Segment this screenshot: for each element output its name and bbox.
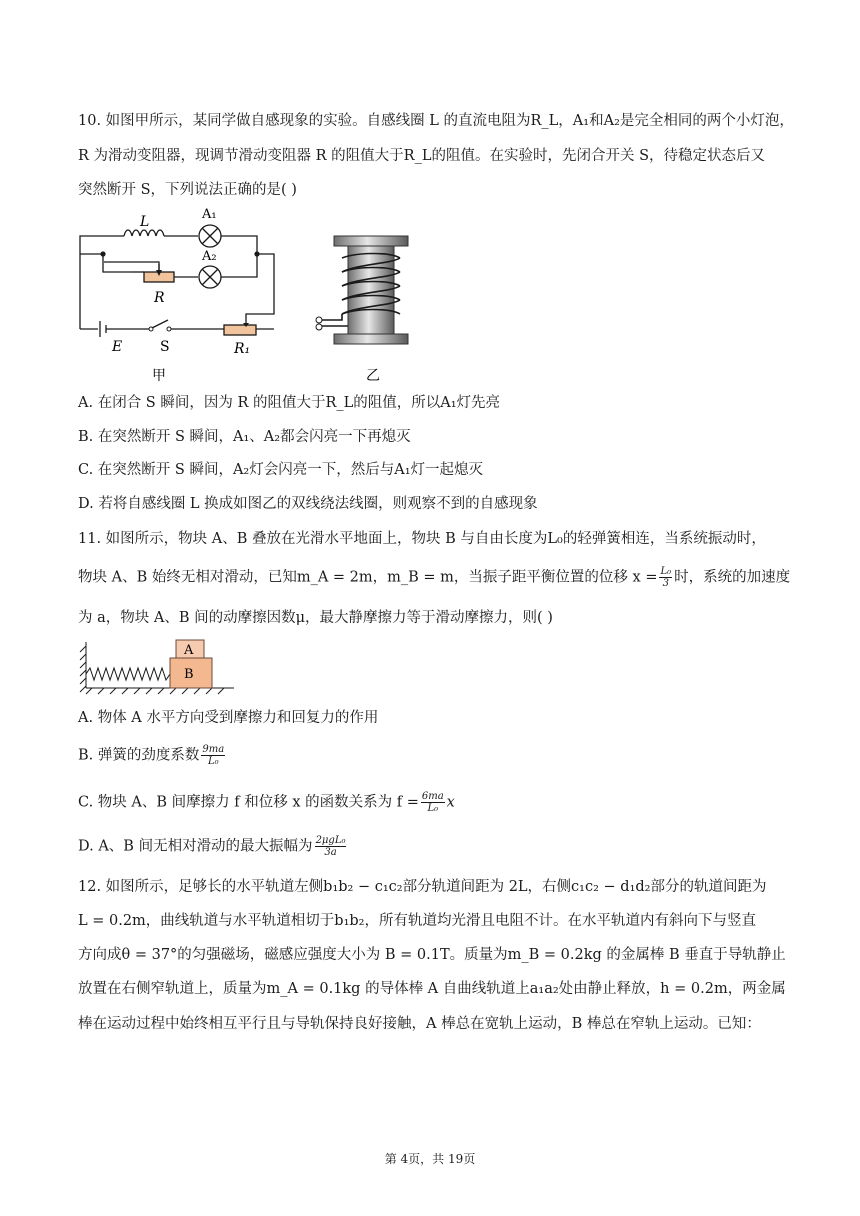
q10-option-b: B. 在突然断开 S 瞬间，A₁、A₂都会闪亮一下再熄灭 — [78, 429, 411, 445]
q11-fraction-l0-over-3: $\frac{\text{L₀}}{3}$ — [660, 566, 672, 589]
q11-option-b-fraction: $\frac{9ma}{\text{L₀}}$ — [202, 744, 225, 767]
q10-option-c: C. 在突然断开 S 瞬间，A₂灯会闪亮一下，然后与A₁灯一起熄灭 — [78, 462, 484, 478]
q12-stem-line-1: 12. 如图所示，足够长的水平轨道左侧b₁b₂ − c₁c₂部分轨道间距为 2L，右侧c₁c₂ − d₁d₂部分的轨道间距为 — [78, 879, 767, 895]
label-R1: R₁ — [234, 341, 251, 357]
coil-figure-yi — [308, 234, 418, 384]
label-R: R — [154, 290, 165, 306]
q11-option-d-fraction: $\frac{\text{2μgL₀}}{3a}$ — [315, 835, 346, 858]
q11-option-a: A. 物体 A 水平方向受到摩擦力和回复力的作用 — [78, 710, 379, 726]
spring-block-figure — [78, 638, 238, 696]
q11-stem-line-2-b: 时，系统的加速度 — [674, 569, 791, 586]
q12-stem-line-5: 棒在运动过程中始终相互平行且与导轨保持良好接触，A 棒总在宽轨上运动，B 棒总在窄轨上运动。已知： — [78, 1016, 761, 1032]
q11-stem-line-2-a: 物块 A、B 始终无相对滑动，已知m_A = 2m，m_B = m，当振子距平衡位置的位移 x = — [78, 569, 658, 586]
q10-option-d: D. 若将自感线圈 L 换成如图乙的双线绕法线圈，则观察不到的自感现象 — [78, 496, 538, 512]
block-b-label: B — [184, 667, 194, 682]
q10-option-a: A. 在闭合 S 瞬间，因为 R 的阻值大于R_L的阻值，所以A₁灯先亮 — [78, 395, 501, 411]
q12-stem-line-3: 方向成θ = 37°的匀强磁场，磁感应强度大小为 B = 0.1T。质量为m_B = 0.2kg 的金属棒 B 垂直于导轨静止 — [78, 947, 786, 963]
q11-option-b: B. 弹簧的劲度系数 $\frac{9ma}{\text{L₀}}$ — [78, 744, 225, 767]
caption-yi: 乙 — [366, 368, 380, 384]
q11-option-d: D. A、B 间无相对滑动的最大振幅为 $\frac{\text{2μgL₀}}{3a}$ — [78, 835, 346, 858]
q11-option-c-fraction: $\frac{6ma}{\text{L₀}}$ — [421, 791, 444, 814]
caption-jia: 甲 — [152, 368, 166, 384]
q10-stem-line-1: 10. 如图甲所示，某同学做自感现象的实验。自感线圈 L 的直流电阻为R_L，A₁和A₂是完全相同的两个小灯泡， — [78, 113, 794, 129]
block-a-label: A — [184, 643, 194, 658]
label-A2: A₂ — [202, 249, 217, 264]
q12-stem-line-2: L = 0.2m，曲线轨道与水平轨道相切于b₁b₂，所有轨道均光滑且电阻不计。在水平轨道内有斜向下与竖直 — [78, 913, 756, 929]
page-footer: 第 4页，共 19页 — [384, 1152, 476, 1166]
q11-stem-line-2 — [78, 566, 798, 589]
label-L: L — [140, 214, 150, 230]
q10-stem-line-2: R 为滑动变阻器，现调节滑动变阻器 R 的阻值大于R_L的阻值。在实验时，先闭合开关 S，待稳定状态后又 — [78, 148, 765, 164]
label-A1: A₁ — [202, 207, 217, 222]
circuit-figure-jia — [74, 206, 294, 386]
label-E: E — [112, 339, 123, 355]
label-S: S — [160, 339, 170, 355]
q12-stem-line-4: 放置在右侧窄轨道上，质量为m_A = 0.1kg 的导体棒 A 自曲线轨道上a₁a₂处由静止释放，h = 0.2m，两金属 — [78, 981, 786, 997]
q11-stem-line-1: 11. 如图所示，物块 A、B 叠放在光滑水平地面上，物块 B 与自由长度为L₀的轻弹簧相连，当系统振动时， — [78, 531, 766, 547]
q10-stem-line-3: 突然断开 S，下列说法正确的是( ) — [78, 182, 297, 198]
q11-option-c: C. 物块 A、B 间摩擦力 f 和位移 x 的函数关系为 f = $\frac{6ma}{\text{L₀}}$ x — [78, 791, 455, 814]
q11-stem-line-3: 为 a，物块 A、B 间的动摩擦因数μ，最大静摩擦力等于滑动摩擦力，则( ) — [78, 610, 553, 626]
